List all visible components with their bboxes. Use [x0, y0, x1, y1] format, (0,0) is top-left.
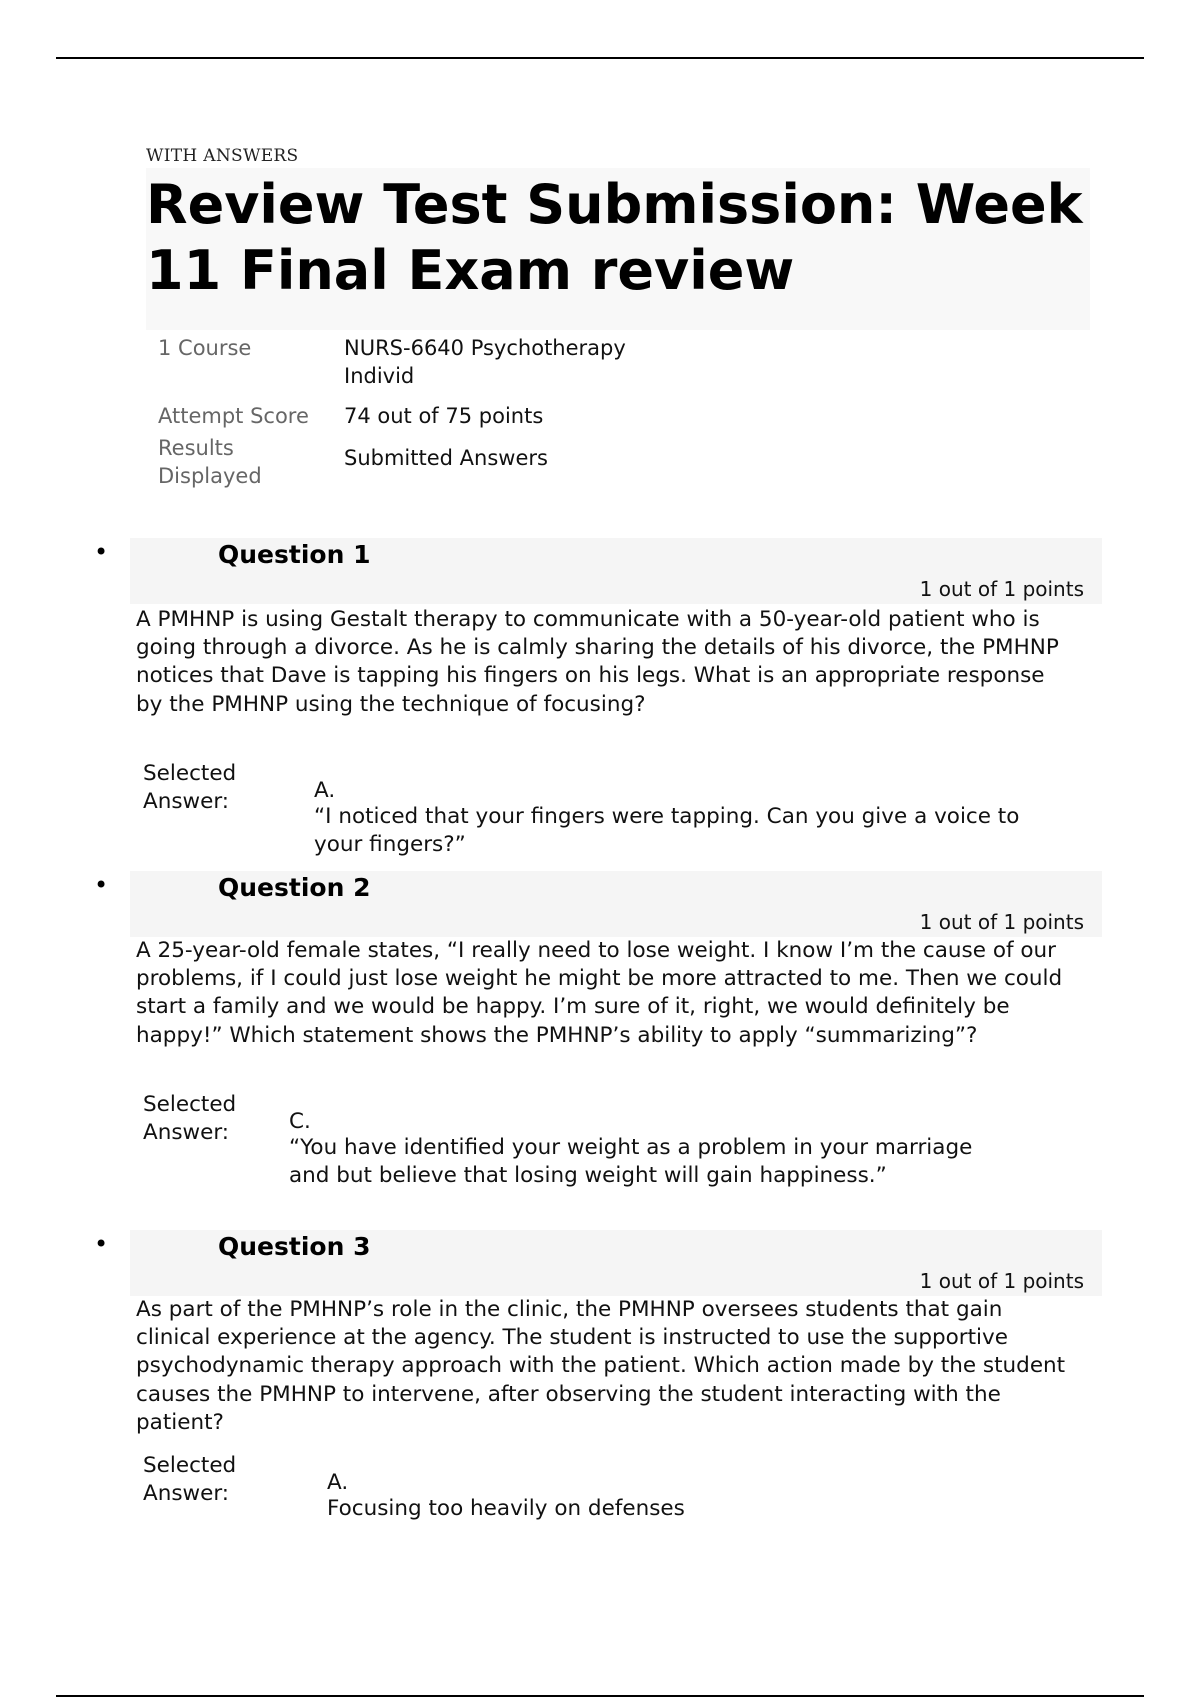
question-text: As part of the PMHNP’s role in the clinic, the PMHNP oversees students that gain clinical experience at the agency. The student is instructed to use the supportive psychodynamic therapy approach with the patient. Which action made by the student causes the PMHNP to intervene, after observing the student interacting with the patient? [136, 1297, 1066, 1435]
bullet-icon: • [94, 538, 109, 566]
question-text: A PMHNP is using Gestalt therapy to communicate with a 50-year-old patient who is going through a divorce. As he is calmly sharing the details of his divorce, the PMHNP notices that Dave is tapping his fingers on his legs. What is an appropriate response by the PMHNP using the technique of focusing? [136, 607, 1059, 717]
answer-letter: A. [314, 778, 336, 803]
question-header [130, 871, 1102, 937]
page-title: Review Test Submission: Week 11 Final Exam review [146, 173, 1083, 302]
answer-text: “You have identified your weight as a problem in your marriage and but believe that losing weight will gain happiness.” [289, 1135, 973, 1189]
results-value: Submitted Answers [344, 446, 548, 470]
question-points: 1 out of 1 points [919, 910, 1084, 934]
page-title-box [146, 168, 1090, 330]
bullet-icon: • [94, 871, 109, 899]
answer-letter: A. [327, 1470, 349, 1495]
selected-answer-label: Selected Answer: [143, 761, 237, 815]
question-title: Question 1 [218, 540, 371, 569]
question-header [130, 1230, 1102, 1296]
question-points: 1 out of 1 points [919, 577, 1084, 601]
course-value: NURS-6640 Psychotherapy Individ [344, 336, 626, 388]
score-row [158, 390, 674, 430]
results-row [158, 430, 674, 490]
course-row [158, 334, 674, 390]
results-label: Results Displayed [158, 436, 262, 488]
question-title: Question 2 [218, 873, 371, 902]
selected-answer-label: Selected Answer: [143, 1453, 237, 1507]
answer-letter: C. [289, 1109, 311, 1134]
score-value: 74 out of 75 points [344, 404, 544, 428]
document-label: WITH ANSWERS [146, 146, 299, 166]
top-divider [56, 57, 1144, 59]
question-text: A 25-year-old female states, “I really need to lose weight. I know I’m the cause of our problems, if I could just lose weight he might be more attracted to me. Then we could start a family and we would be happy. I’m sure of it, right, we would definitely be happy!” Which statement shows the PMHNP’s ability to apply “summarizing”? [136, 938, 1063, 1048]
selected-answer-label: Selected Answer: [143, 1092, 237, 1146]
question-header [130, 538, 1102, 604]
submission-info-table [158, 334, 674, 490]
score-label: Attempt Score [158, 404, 309, 428]
answer-text: Focusing too heavily on defenses [327, 1496, 685, 1521]
course-label: 1 Course [158, 336, 252, 360]
answer-text: “I noticed that your fingers were tapping. Can you give a voice to your fingers?” [314, 804, 1020, 858]
question-title: Question 3 [218, 1232, 371, 1261]
bullet-icon: • [94, 1230, 109, 1258]
bottom-divider [56, 1695, 1144, 1697]
question-points: 1 out of 1 points [919, 1269, 1084, 1293]
